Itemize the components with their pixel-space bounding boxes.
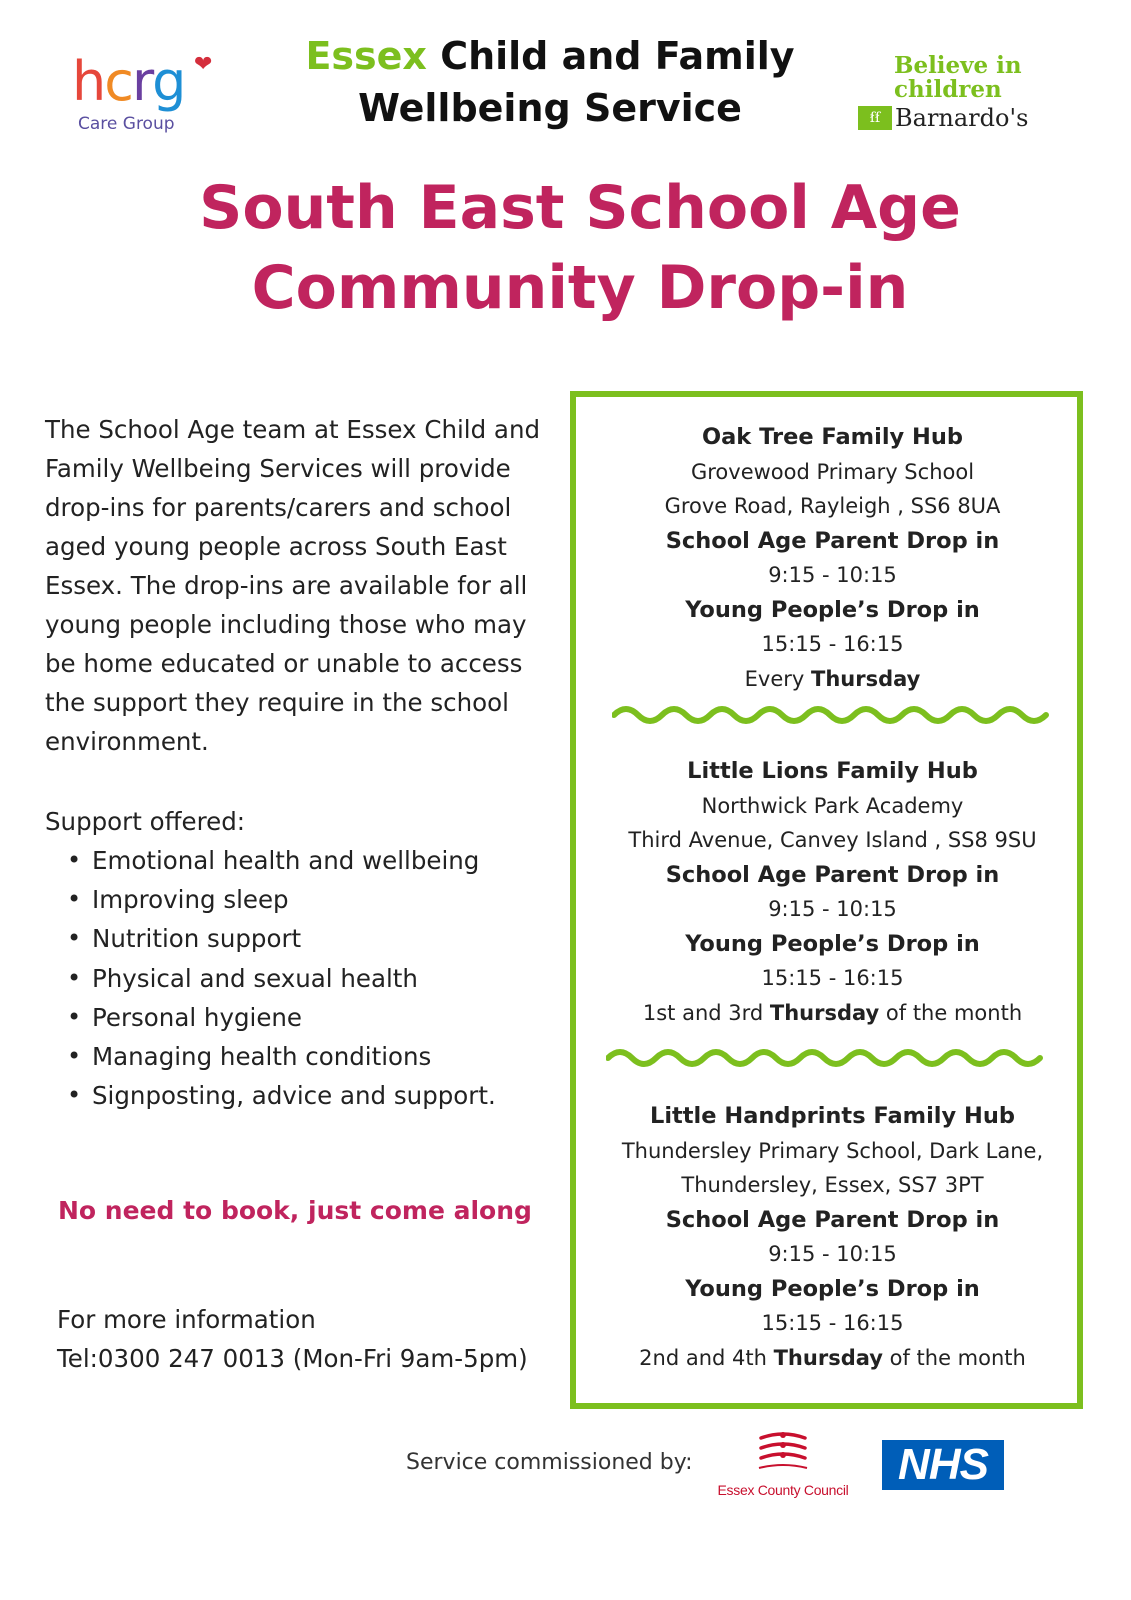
hcrg-letter: c	[104, 50, 132, 113]
schedule-pre: 1st and 3rd	[642, 1000, 770, 1025]
contact-info	[57, 1300, 528, 1378]
heart-icon: ❤	[194, 52, 213, 77]
ecc-label: Essex County Council	[717, 1482, 849, 1498]
young-dropin-label: Young People’s Drop in	[685, 596, 980, 623]
hcrg-logo-subtitle: Care Group	[78, 114, 175, 134]
hub-little-lions	[576, 754, 1089, 1030]
hub-address-2: Third Avenue, Canvey Island , SS8 9SU	[628, 828, 1037, 852]
young-dropin-time: 15:15 - 16:15	[761, 1311, 904, 1335]
service-title	[290, 30, 810, 134]
parent-dropin-label: School Age Parent Drop in	[665, 1206, 1000, 1233]
parent-dropin-time: 9:15 - 10:15	[768, 897, 897, 921]
hcrg-letter: g	[152, 50, 185, 113]
list-item: • Improving sleep	[45, 880, 496, 919]
hub-schedule-day	[576, 996, 1089, 1031]
barnardos-figures-icon: ẜẜ	[858, 106, 892, 130]
young-dropin-time: 15:15 - 16:15	[761, 966, 904, 990]
schedule-post: of the month	[882, 1345, 1026, 1370]
essex-county-council-logo	[708, 1428, 858, 1498]
page-title	[100, 168, 1060, 328]
barnardos-name: Barnardo's	[895, 104, 1029, 132]
schedule-day: Thursday	[769, 1000, 880, 1025]
schedule-pre: 2nd and 4th	[639, 1345, 774, 1370]
service-title-essex: Essex	[305, 34, 427, 78]
list-item: • Physical and sexual health	[45, 959, 496, 998]
list-item: • Managing health conditions	[45, 1037, 496, 1076]
hub-name: Little Handprints Family Hub	[650, 1103, 1015, 1129]
barnardos-logo	[858, 54, 1058, 144]
hub-name: Little Lions Family Hub	[687, 758, 978, 784]
hcrg-letter: h	[72, 50, 105, 113]
essex-seaxes-icon	[753, 1428, 813, 1476]
hub-schedule-day	[576, 1341, 1089, 1376]
page-title-line2: Community Drop-in	[251, 253, 909, 323]
parent-dropin-label: School Age Parent Drop in	[665, 861, 1000, 888]
commissioned-by-label: Service commissioned by:	[406, 1450, 693, 1475]
hub-address-1: Northwick Park Academy	[701, 793, 964, 818]
young-dropin-time: 15:15 - 16:15	[761, 632, 904, 656]
schedule-day: Thursday	[773, 1345, 883, 1370]
schedule-pre: Every	[744, 666, 812, 691]
barnardos-tagline-2: children	[894, 76, 1002, 103]
hub-address-1: Thundersley Primary School, Dark Lane,	[621, 1138, 1044, 1163]
schedule-post: of the month	[879, 1000, 1023, 1025]
hub-address-1: Grovewood Primary School	[690, 459, 975, 484]
young-dropin-label: Young People’s Drop in	[685, 930, 980, 957]
service-title-line2: Wellbeing Service	[358, 86, 742, 130]
parent-dropin-label: School Age Parent Drop in	[665, 527, 1000, 554]
page-title-line1: South East School Age	[199, 173, 961, 243]
support-list	[45, 841, 496, 1115]
young-dropin-label: Young People’s Drop in	[685, 1275, 980, 1302]
hub-name: Oak Tree Family Hub	[702, 424, 963, 450]
hub-schedule-day	[576, 662, 1089, 697]
parent-dropin-time: 9:15 - 10:15	[768, 563, 897, 587]
hcrg-letter: r	[131, 50, 153, 113]
schedule-day: Thursday	[811, 666, 921, 691]
list-item: • Emotional health and wellbeing	[45, 841, 496, 880]
list-item: • Nutrition support	[45, 919, 496, 958]
nhs-logo: NHS	[882, 1440, 1004, 1490]
hub-address-2: Thundersley, Essex, SS7 3PT	[681, 1173, 984, 1197]
barnardos-tagline-1: Believe in	[894, 52, 1022, 79]
contact-phone: Tel:0300 247 0013 (Mon-Fri 9am-5pm)	[57, 1344, 528, 1373]
hub-address-2: Grove Road, Rayleigh , SS6 8UA	[664, 494, 1001, 518]
wavy-divider	[612, 700, 1052, 730]
support-heading: Support offered:	[45, 807, 245, 836]
hcrg-care-group-logo	[72, 52, 222, 142]
intro-paragraph: The School Age team at Essex Child and Family Wellbeing Services will provide drop-ins for parents/carers and school aged young people across South East Essex. The drop-ins are available for all young people including those who may be home educated or unable to access the support they require in the school environment.	[45, 415, 541, 756]
hcrg-logo-word	[72, 52, 184, 112]
hub-schedule-box	[570, 391, 1083, 1409]
hub-little-handprints	[576, 1099, 1089, 1375]
contact-line1: For more information	[57, 1305, 316, 1334]
no-booking-note: No need to book, just come along	[58, 1196, 532, 1225]
wavy-divider	[606, 1043, 1046, 1073]
list-item: • Signposting, advice and support.	[45, 1076, 496, 1115]
parent-dropin-time: 9:15 - 10:15	[768, 1242, 897, 1266]
list-item: • Personal hygiene	[45, 998, 496, 1037]
service-title-line1: Child and Family	[440, 34, 795, 78]
hub-oak-tree	[576, 420, 1089, 696]
